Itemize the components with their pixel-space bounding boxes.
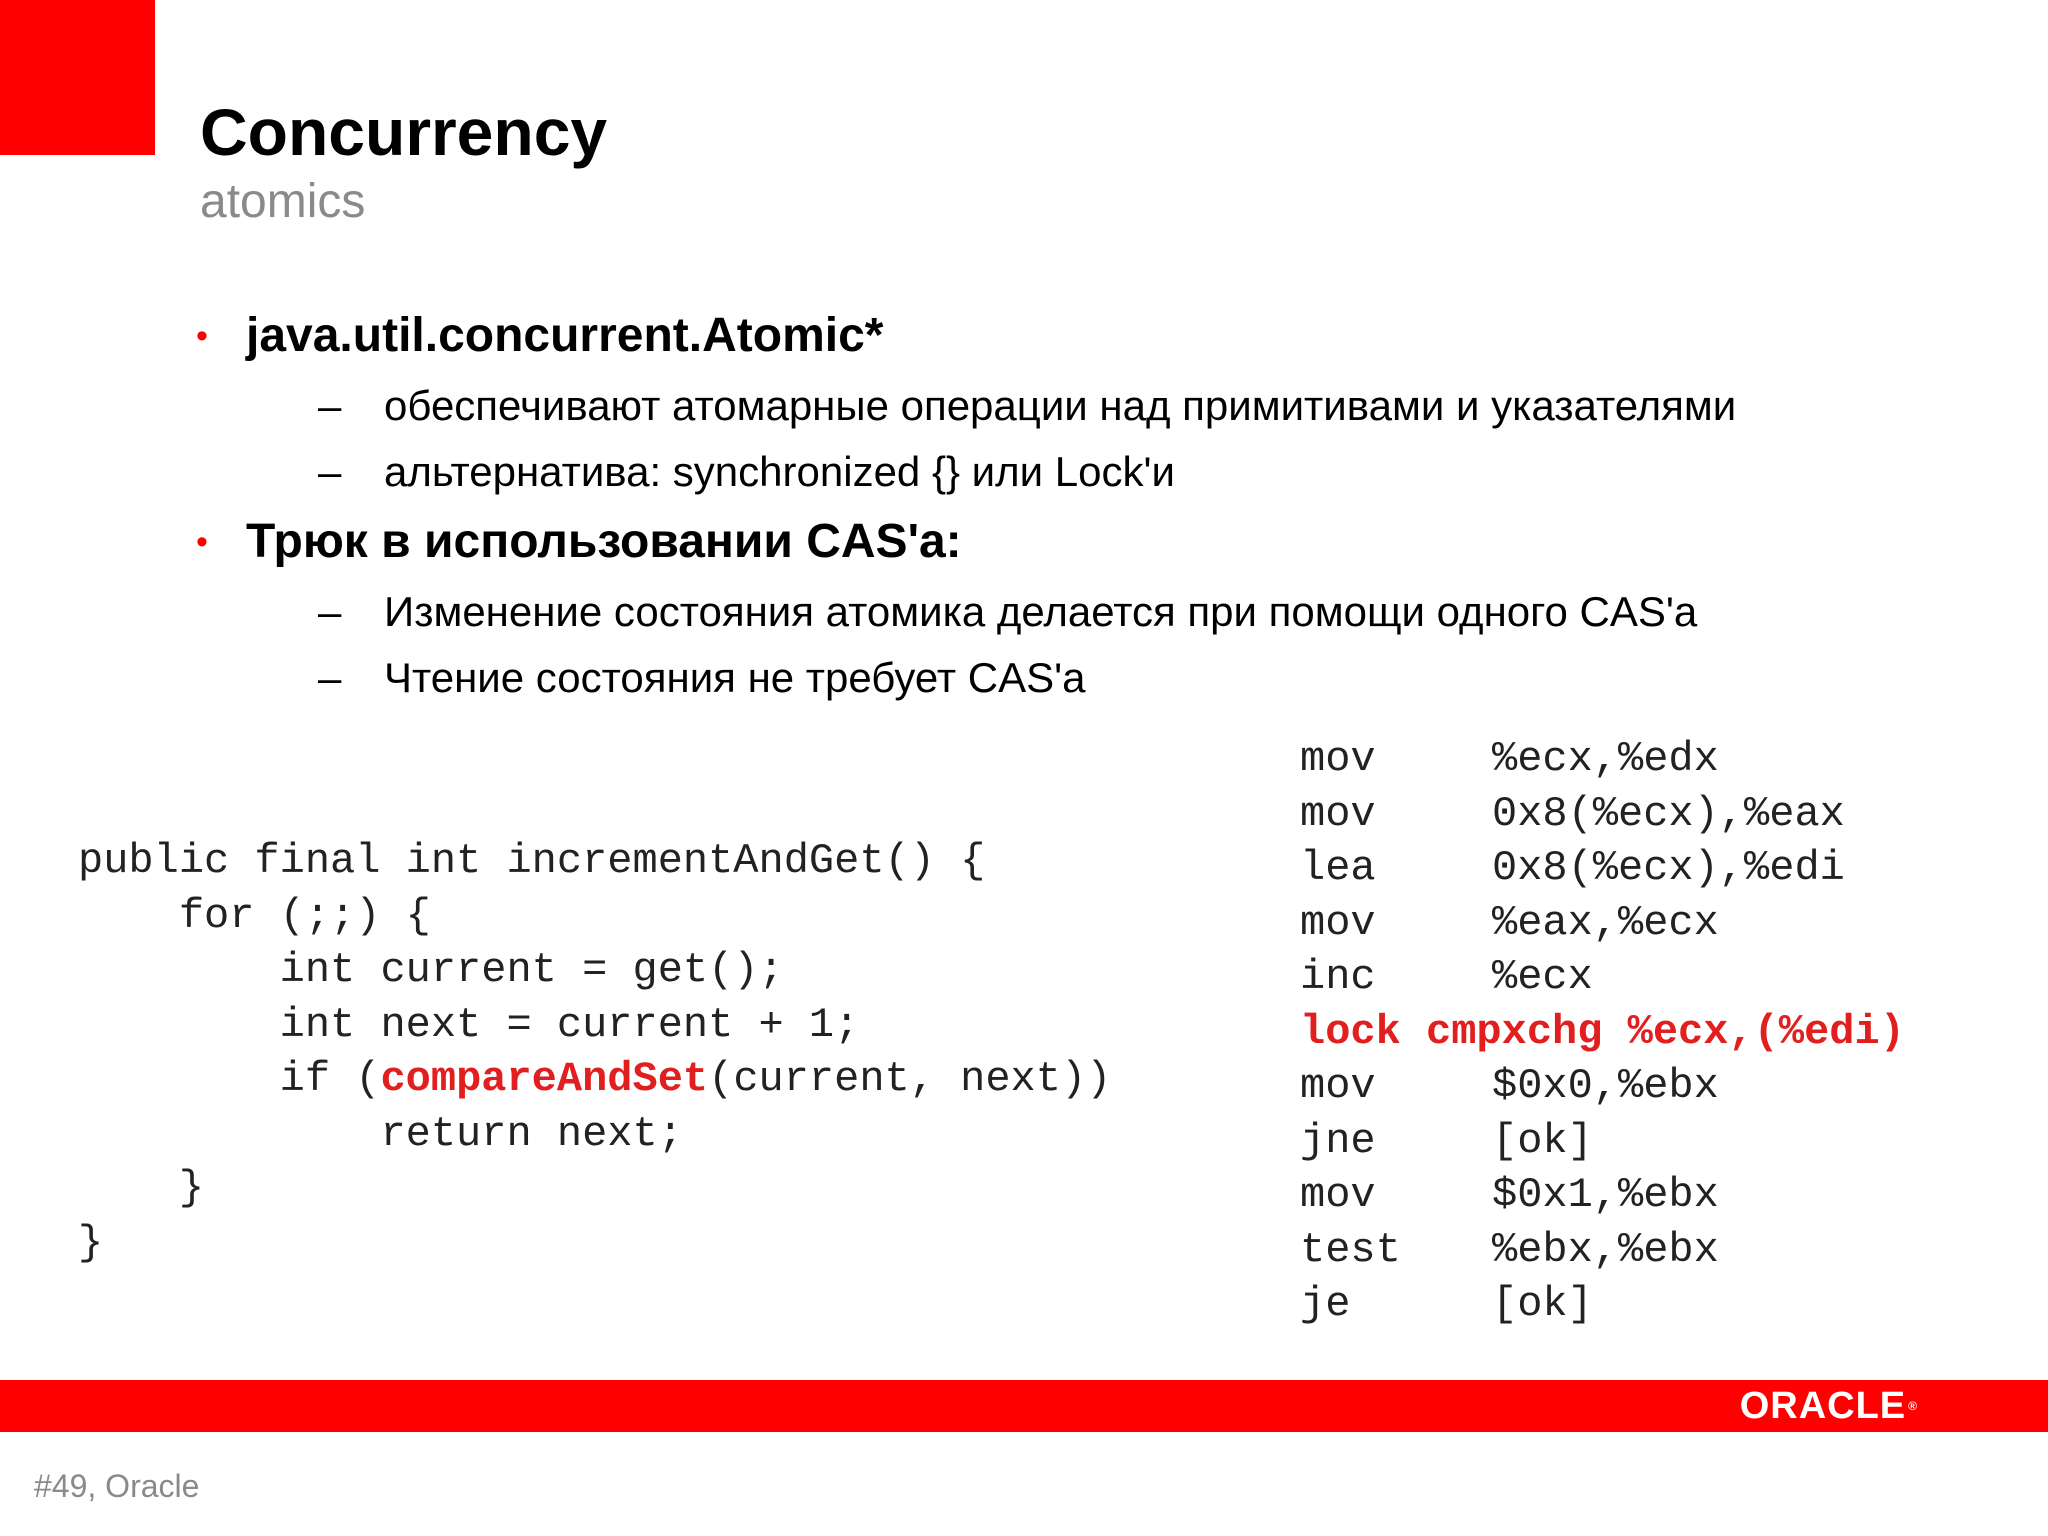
asm-operands: 0x8(%ecx),%eax [1492,789,1845,838]
code-fragment: if ( [78,1055,381,1103]
asm-opcode: test [1300,1225,1401,1274]
asm-opcode: inc [1300,953,1376,1001]
sub-bullet-item: обеспечивают атомарные операции над примитивами и указателями [384,382,1737,429]
dash-marker: – [318,588,342,635]
code-line: public final int incrementAndGet() { [78,837,986,885]
asm-opcode: mov [1300,898,1376,947]
asm-opcode: lea [1300,844,1376,892]
code-fragment: (current, next)) [708,1055,1112,1103]
asm-opcode: mov [1300,735,1376,783]
asm-operands: %eax,%ecx [1492,898,1719,947]
sub-bullet-item: Чтение состояния не требует CAS'а [384,654,1086,701]
asm-operands: $0x1,%ebx [1492,1171,1719,1219]
code-line: return next; [78,1109,683,1158]
highlighted-method: compareAndSet [380,1055,709,1103]
asm-operands: %ebx,%ebx [1492,1225,1719,1274]
asm-opcode: mov [1300,1062,1376,1110]
asm-operands: %ecx [1492,953,1593,1001]
slide-title: Concurrency [200,95,608,169]
slide-subtitle: atomics [200,175,366,228]
logo-text: ORACLE [1739,1385,1907,1427]
bullet-item: Трюк в использовании CAS'а: [246,515,962,568]
bullet-marker: • [196,523,208,561]
asm-opcode: je [1300,1280,1351,1328]
code-line: for (;;) { [78,891,431,940]
asm-operands: [ok] [1492,1280,1593,1328]
asm-operands: %ecx,%edx [1492,735,1719,783]
sub-bullet-item: альтернатива: synchronized {} или Lock'и [384,448,1175,495]
asm-operands: $0x0,%ebx [1492,1062,1719,1110]
slide-footer: #49, Oracle [34,1468,200,1504]
dash-marker: – [318,448,342,495]
bullet-marker: • [196,317,208,355]
asm-opcode: mov [1300,1171,1376,1219]
asm-operands: 0x8(%ecx),%edi [1492,844,1845,892]
sub-bullet-item: Изменение состояния атомика делается при помощи одного CAS'а [384,588,1698,635]
code-line: int next = current + 1; [78,1000,860,1049]
dash-marker: – [318,654,342,701]
highlighted-instruction: lock cmpxchg %ecx,(%edi) [1300,1007,1905,1056]
oracle-logo [1740,1382,1918,1430]
code-line [78,1052,1111,1107]
code-line: } [78,1218,104,1267]
code-line: int current = get(); [78,946,784,994]
asm-operands: [ok] [1492,1116,1593,1165]
code-line: } [78,1164,205,1212]
asm-opcode: mov [1300,789,1376,838]
accent-square [0,0,155,155]
bullet-item: java.util.concurrent.Atomic* [246,309,884,362]
asm-opcode: jne [1300,1116,1376,1165]
bottom-bar [0,1380,2048,1432]
java-code-block [78,834,1111,1270]
dash-marker: – [318,382,342,429]
registered-mark: ® [1908,1399,1918,1413]
